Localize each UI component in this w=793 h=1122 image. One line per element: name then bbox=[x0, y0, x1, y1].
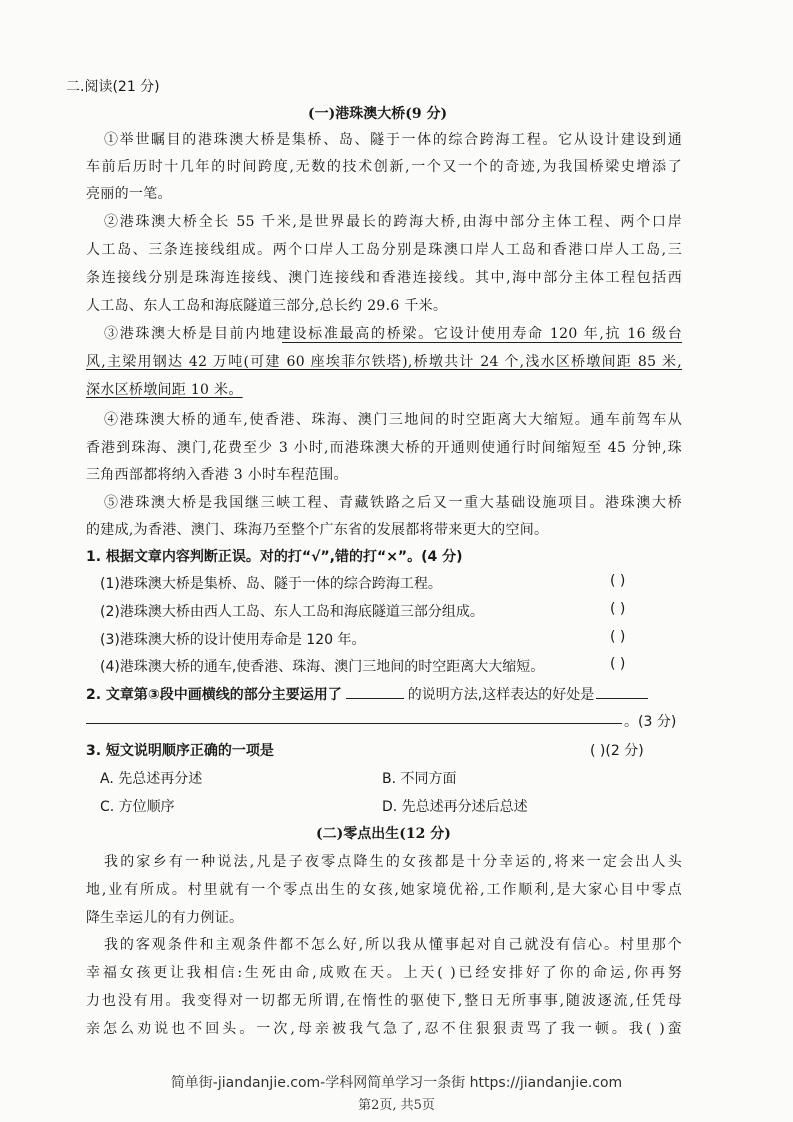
option-c[interactable]: C. 方位顺序 bbox=[100, 799, 175, 815]
question-1-stem: 1. 根据文章内容判断正误。对的打“√”,错的打“×”。(4 分) bbox=[86, 549, 463, 565]
question-2-score: 。(3 分) bbox=[624, 714, 677, 730]
passage1-line: 人工岛、东人工岛和海底隧道三部分,总长约 29.6 千米。 bbox=[86, 298, 448, 314]
underline-mark bbox=[282, 342, 682, 343]
answer-blank-benefit[interactable] bbox=[596, 686, 648, 699]
passage1-line-underlined: 深水区桥墩间距 10 米。 bbox=[86, 382, 243, 398]
passage2-line: 幸福女孩更让我相信:生死由命,成败在天。上天( )已经安排好了你的命运,你再努 bbox=[86, 965, 682, 981]
section-heading: 二.阅读(21 分) bbox=[66, 79, 160, 95]
question-1-item: (2)港珠澳大桥由西人工岛、东人工岛和海底隧道三部分组成。 bbox=[100, 604, 484, 620]
passage1-line: ①举世瞩目的港珠澳大桥是集桥、岛、隧于一体的综合跨海工程。它从设计建设到通 bbox=[104, 132, 682, 148]
footer-site-link[interactable]: 简单街-jiandanjie.com-学科网简单学习一条街 https://jiandanjie.com bbox=[170, 1075, 623, 1091]
question-3-stem: 3. 短文说明顺序正确的一项是 bbox=[86, 743, 274, 759]
question-1-item: (1)港珠澳大桥是集桥、岛、隧于一体的综合跨海工程。 bbox=[100, 576, 442, 592]
question-2-text-b: 的说明方法,这样表达的好处是 bbox=[407, 687, 595, 703]
question-2-text-a: 2. 文章第③段中画横线的部分主要运用了 bbox=[86, 687, 342, 703]
passage1-line: 车前后历时十几年的时间跨度,无数的技术创新,一个又一个的奇迹,为我国桥梁史增添了 bbox=[86, 159, 682, 175]
answer-blank-method[interactable] bbox=[346, 686, 404, 699]
passage2-line: 我的客观条件和主观条件都不怎么好,所以我从懂事起对自己就没有信心。村里那个 bbox=[104, 937, 682, 953]
passage1-line: 三角西部都将纳入香港 3 小时车程范围。 bbox=[86, 467, 348, 483]
question-1-item: (3)港珠澳大桥的设计使用寿命是 120 年。 bbox=[100, 632, 366, 648]
passage1-line-underlined: ③港珠澳大桥是目前内地建设标准最高的桥梁。它设计使用寿命 120 年,抗 16 级台 bbox=[104, 326, 682, 342]
passage1-line: ②港珠澳大桥全长 55 千米,是世界最长的跨海大桥,由海中部分主体工程、两个口岸 bbox=[104, 214, 682, 230]
passage2-line: 亲怎么劝说也不回头。一次,母亲被我气急了,忍不住狠狠责骂了我一顿。我( )蛮 bbox=[86, 1021, 682, 1037]
question-2-stem bbox=[86, 684, 648, 704]
answer-paren[interactable]: ( ) bbox=[610, 573, 626, 589]
passage1-line: 香港到珠海、澳门,花费至少 3 小时,而港珠澳大桥的开通则使通行时间缩短至 45 分钟,珠 bbox=[86, 440, 682, 456]
question-1-item: (4)港珠澳大桥的通车,使香港、珠海、澳门三地间的时空距离大大缩短。 bbox=[100, 659, 545, 675]
passage1-title: (一)港珠澳大桥(9 分) bbox=[308, 106, 448, 122]
answer-paren[interactable]: ( ) bbox=[610, 656, 626, 672]
answer-paren[interactable]: ( ) bbox=[610, 601, 626, 617]
option-a[interactable]: A. 先总述再分述 bbox=[100, 771, 203, 787]
passage2-line: 我的家乡有一种说法,凡是子夜零点降生的女孩都是十分幸运的,将来一定会出人头 bbox=[104, 854, 682, 870]
passage1-line: ④港珠澳大桥的通车,使香港、珠海、澳门三地间的时空距离大大缩短。通车前驾车从 bbox=[104, 412, 682, 428]
passage2-line: 地,业有所成。村里就有一个零点出生的女孩,她家境优裕,工作顺利,是大家心目中零点 bbox=[86, 882, 682, 898]
passage2-line: 力也没有用。我变得对一切都无所谓,在惰性的驱使下,整日无所事事,随波逐流,任凭母 bbox=[86, 993, 682, 1009]
passage1-line: 人工岛、三条连接线组成。两个口岸人工岛分别是珠澳口岸人工岛和香港口岸人工岛,三 bbox=[86, 242, 682, 258]
answer-line[interactable] bbox=[86, 723, 622, 724]
passage2-title: (二)零点出生(12 分) bbox=[316, 826, 451, 842]
question-3-answer-paren[interactable]: ( )(2 分) bbox=[590, 743, 644, 759]
passage1-line: ⑤港珠澳大桥是我国继三峡工程、青藏铁路之后又一重大基础设施项目。港珠澳大桥 bbox=[104, 495, 682, 511]
passage1-line: 亮丽的一笔。 bbox=[86, 186, 172, 202]
footer-page-number: 第2页, 共5页 bbox=[358, 1098, 435, 1113]
answer-paren[interactable]: ( ) bbox=[610, 629, 626, 645]
passage2-line: 降生幸运儿的有力例证。 bbox=[86, 910, 244, 926]
option-d[interactable]: D. 先总述再分述后总述 bbox=[382, 799, 528, 815]
option-b[interactable]: B. 不同方面 bbox=[382, 771, 457, 787]
passage1-line: 的建成,为香港、澳门、珠海乃至整个广东省的发展都将带来更大的空间。 bbox=[86, 522, 549, 538]
passage1-line: 条连接线分别是珠海连接线、澳门连接线和香港连接线。其中,海中部分主体工程包括西 bbox=[86, 270, 682, 286]
passage1-line-underlined: 风,主梁用钢达 42 万吨(可建 60 座埃菲尔铁塔),桥墩共计 24 个,浅水区桥墩间距 85 米, bbox=[86, 354, 682, 370]
